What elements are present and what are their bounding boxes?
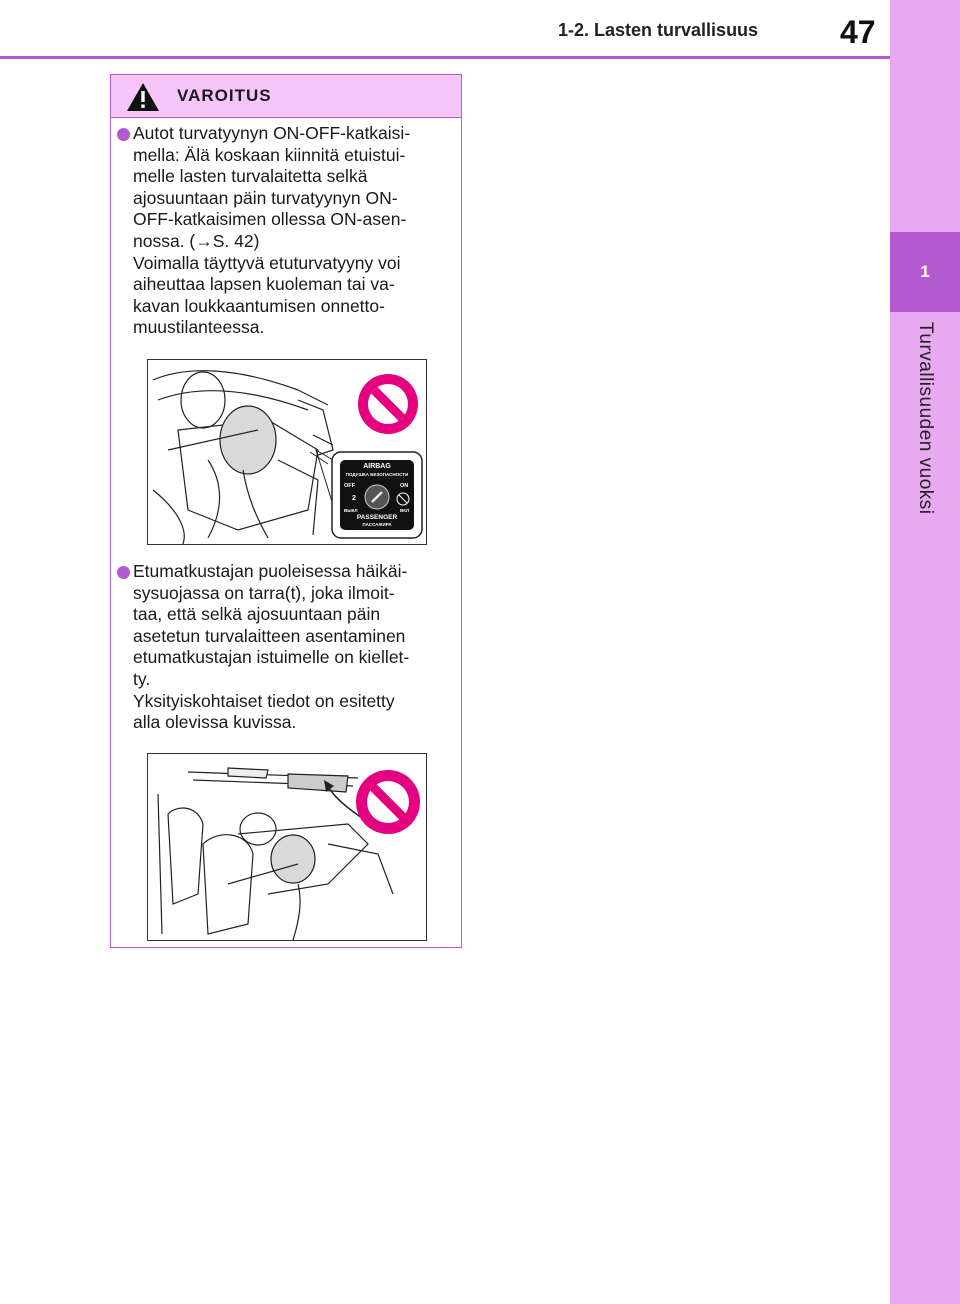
switch-label-bottom: PASSENGER ПАССАЖИРА — [356, 514, 398, 527]
figure-sun-visor — [147, 753, 427, 941]
page-number: 47 — [840, 14, 876, 50]
key-switch-icon — [364, 484, 390, 510]
switch-label-off-ru: ВЫКЛ — [344, 508, 358, 513]
warning-paragraph-2: Etumatkustajan puoleisessa häikäi- sysuojassa on tarra(t), joka ilmoit- taa, että selkä ajosuuntaan päin asetetun turvalaitteen asentaminen etumatkustajan istuimelle on kiellet- ty. Yksityiskohtaiset tiedot on esitetty alla olevissa kuvissa. — [133, 561, 453, 734]
car-cabin-illustration — [148, 754, 426, 940]
switch-label-num: 2 — [352, 495, 356, 502]
bullet-dot — [117, 128, 130, 141]
chapter-number: 1 — [890, 232, 960, 312]
warning-box — [110, 74, 462, 948]
switch-label-top: AIRBAG ПОДУШКА БЕЗОПАСНОСТИ — [345, 463, 409, 477]
switch-label-on: ON — [400, 483, 409, 489]
chapter-side-tab — [890, 0, 960, 1304]
warning-title: VAROITUS — [177, 86, 272, 105]
header-rule — [0, 56, 890, 59]
bullet-dot — [117, 566, 130, 579]
switch-label-on-ru: ВКЛ — [400, 508, 410, 513]
chapter-title: Turvallisuuden vuoksi — [915, 322, 936, 515]
warning-triangle-icon — [125, 81, 161, 113]
warning-paragraph-1: Autot turvatyynyn ON-OFF-katkaisi- mella: Älä koskaan kiinnitä etuistui- melle lasten turvalaitetta selkä ajosuuntaan päin turvatyynyn ON- OFF-katkaisimen ollessa ON-asen- nossa. (→S. 42) Voimalla täyttyvä etuturvatyyny voi aiheuttaa lapsen kuoleman tai va- kavan loukkaantumisen onnetto- muustilanteessa. — [133, 123, 453, 339]
warning-header — [111, 75, 461, 118]
switch-label-off: OFF — [344, 483, 355, 489]
section-title: 1-2. Lasten turvallisuus — [558, 20, 759, 40]
figure-airbag-switch — [147, 359, 427, 545]
airbag-on-icon — [396, 492, 410, 506]
